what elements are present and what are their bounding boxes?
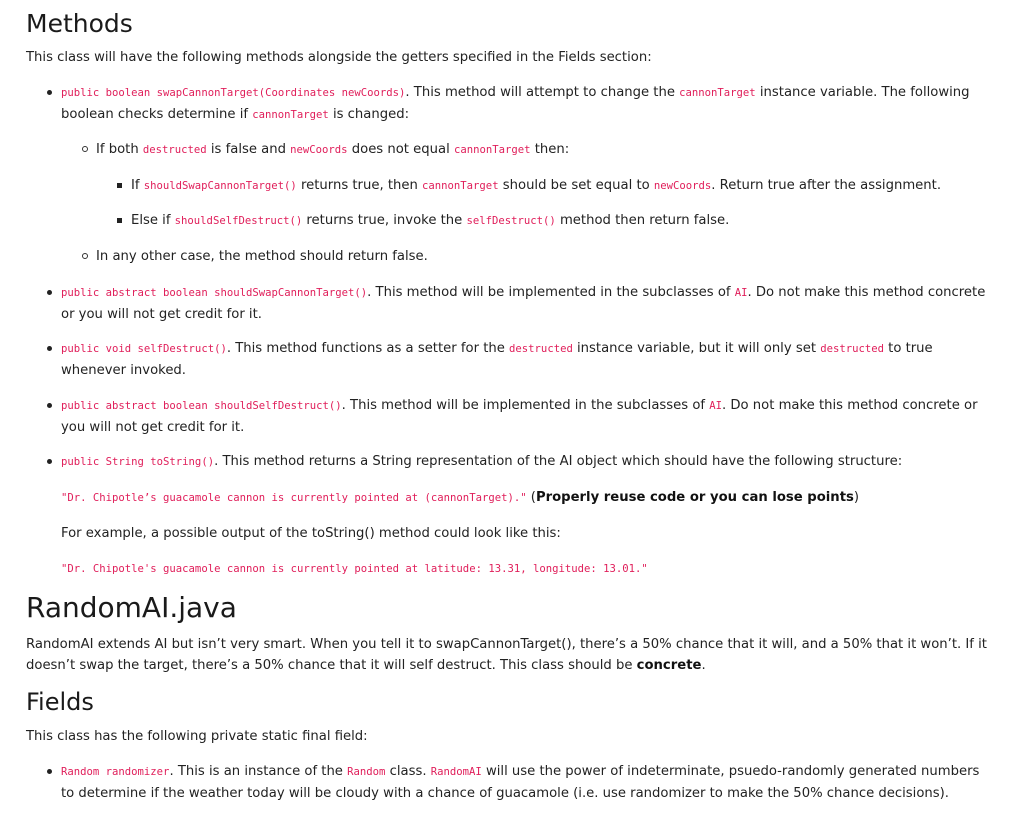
fields-intro: This class has the following private static final field: [26, 729, 368, 744]
example-output-line [61, 558, 996, 580]
method-signature: public String toString() [61, 456, 215, 468]
to-string-format-line: "Dr. Chipotle’s guacamole cannon is currently pointed at (cannonTarget)." (Properly reuse code or you can lose points) [61, 490, 860, 505]
methods-intro: This class will have the following methods alongside the getters specified in the Fields section: [26, 50, 652, 65]
list-item-else-self-destruct: Else if shouldSelfDestruct() returns true, invoke the selfDestruct() method then return false. [131, 213, 730, 228]
methods-heading: Methods [26, 9, 133, 38]
list-item-randomizer-field: Random randomizer. This is an instance of the Random class. RandomAI will use the power of indeterminate, psuedo-randomly generated numbers to determine if the weather today will be cloudy with a chance of guacamole (i.e. use randomizer to make the 50% chance decisions). [61, 764, 980, 801]
random-ai-heading: RandomAI.java [26, 591, 237, 624]
format-string: "Dr. Chipotle’s guacamole cannon is currently pointed at (cannonTarget)." [61, 492, 527, 504]
method-signature: public boolean swapCannonTarget(Coordinates newCoords) [61, 87, 406, 99]
list-item-condition-both: If both destructed is false and newCoords does not equal cannonTarget then: [96, 142, 570, 157]
method-signature: public abstract boolean shouldSelfDestruct() [61, 400, 342, 412]
list-item-should-swap: If shouldSwapCannonTarget() returns true, then cannonTarget should be set equal to newCoords. Return true after the assignment. [131, 178, 942, 193]
random-ai-description: RandomAI extends AI but isn’t very smart. When you tell it to swapCannonTarget(), there’s a 50% chance that it will, and a 50% that it won’t. If it doesn’t swap the target, there’s a 50% chance that it will self destruct. This class should be concrete. [26, 637, 987, 673]
example-output: "Dr. Chipotle's guacamole cannon is currently pointed at latitude: 13.31, longitude: 13.01." [61, 563, 648, 575]
list-item-other-case: In any other case, the method should return false. [96, 249, 428, 264]
method-signature: public void selfDestruct() [61, 343, 227, 355]
fields-heading: Fields [26, 688, 94, 716]
example-intro: For example, a possible output of the toString() method could look like this: [61, 526, 561, 541]
list-item-self-destruct: public void selfDestruct(). This method functions as a setter for the destructed instance variable, but it will only set destructed to true whenever invoked. [61, 341, 933, 378]
list-item-swap-cannon-target: public boolean swapCannonTarget(Coordinates newCoords). This method will attempt to change the cannonTarget instance variable. The following boolean checks determine if cannonTarget is changed: [61, 85, 970, 122]
list-item-to-string: public String toString(). This method returns a String representation of the AI object which should have the following structure: [61, 454, 903, 469]
method-signature: public abstract boolean shouldSwapCannonTarget() [61, 287, 368, 299]
list-item-should-self-destruct-abstract: public abstract boolean shouldSelfDestruct(). This method will be implemented in the subclasses of AI. Do not make this method concrete or you will not get credit for it. [61, 398, 978, 435]
warning-bold: Properly reuse code or you can lose points [535, 490, 854, 505]
list-item-should-swap-abstract: public abstract boolean shouldSwapCannonTarget(). This method will be implemented in the subclasses of AI. Do not make this method concrete or you will not get credit for it. [61, 285, 986, 322]
